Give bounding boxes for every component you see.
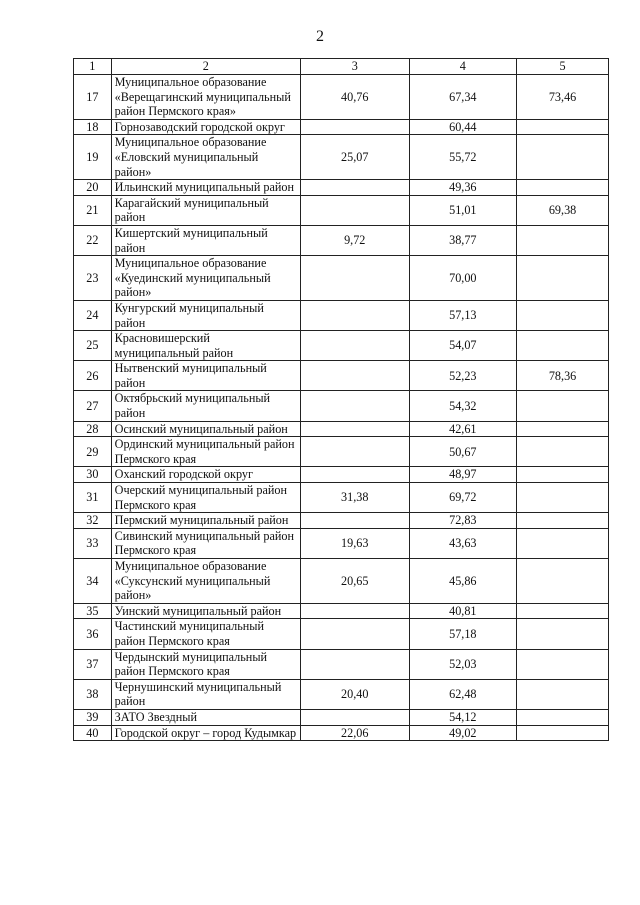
table-row xyxy=(74,256,609,301)
municipality-name-cell: Муниципальное образование «Суксунский муниципальный район» xyxy=(111,559,300,604)
row-number-cell: 35 xyxy=(74,603,112,619)
municipality-name-cell: Пермский муниципальный район xyxy=(111,513,300,529)
column-4-value-cell: 69,72 xyxy=(409,483,517,513)
table-row xyxy=(74,709,609,725)
municipality-name-cell: Частинский муниципальный район Пермского края xyxy=(111,619,300,649)
column-5-value-cell xyxy=(517,135,609,180)
row-number-cell: 25 xyxy=(74,331,112,361)
column-5-value-cell xyxy=(517,603,609,619)
table-row xyxy=(74,75,609,120)
municipality-name-cell: Муниципальное образование «Куединский муниципальный район» xyxy=(111,256,300,301)
column-5-value-cell xyxy=(517,528,609,558)
data-table xyxy=(73,58,609,741)
column-4-value-cell: 54,07 xyxy=(409,331,517,361)
municipality-name-cell: Городской округ – город Кудымкар xyxy=(111,725,300,741)
column-header-3: 3 xyxy=(300,59,409,75)
column-3-value-cell xyxy=(300,513,409,529)
column-4-value-cell: 57,18 xyxy=(409,619,517,649)
column-5-value-cell: 69,38 xyxy=(517,195,609,225)
row-number-cell: 32 xyxy=(74,513,112,529)
municipality-name-cell: Ильинский муниципальный район xyxy=(111,180,300,196)
column-4-value-cell: 60,44 xyxy=(409,119,517,135)
row-number-cell: 33 xyxy=(74,528,112,558)
table-row xyxy=(74,603,609,619)
column-4-value-cell: 51,01 xyxy=(409,195,517,225)
municipality-name-cell: Ординский муниципальный район Пермского края xyxy=(111,437,300,467)
row-number-cell: 17 xyxy=(74,75,112,120)
table-row xyxy=(74,180,609,196)
table-row xyxy=(74,513,609,529)
column-header-4: 4 xyxy=(409,59,517,75)
column-4-value-cell: 55,72 xyxy=(409,135,517,180)
table-row xyxy=(74,195,609,225)
column-3-value-cell: 20,40 xyxy=(300,679,409,709)
municipality-name-cell: Нытвенский муниципальный район xyxy=(111,361,300,391)
column-3-value-cell xyxy=(300,361,409,391)
table-row xyxy=(74,225,609,255)
column-4-value-cell: 49,02 xyxy=(409,725,517,741)
column-5-value-cell xyxy=(517,331,609,361)
row-number-cell: 21 xyxy=(74,195,112,225)
column-3-value-cell: 25,07 xyxy=(300,135,409,180)
column-5-value-cell xyxy=(517,467,609,483)
column-4-value-cell: 52,03 xyxy=(409,649,517,679)
column-3-value-cell xyxy=(300,195,409,225)
table-row xyxy=(74,331,609,361)
table-row xyxy=(74,679,609,709)
row-number-cell: 24 xyxy=(74,300,112,330)
municipality-name-cell: Муниципальное образование «Еловский муниципальный район» xyxy=(111,135,300,180)
column-3-value-cell: 19,63 xyxy=(300,528,409,558)
column-5-value-cell xyxy=(517,679,609,709)
municipality-name-cell: Сивинский муниципальный район Пермского края xyxy=(111,528,300,558)
column-3-value-cell xyxy=(300,180,409,196)
column-3-value-cell: 22,06 xyxy=(300,725,409,741)
column-4-value-cell: 72,83 xyxy=(409,513,517,529)
column-4-value-cell: 54,12 xyxy=(409,709,517,725)
row-number-cell: 31 xyxy=(74,483,112,513)
column-4-value-cell: 62,48 xyxy=(409,679,517,709)
column-3-value-cell xyxy=(300,437,409,467)
column-3-value-cell xyxy=(300,603,409,619)
column-5-value-cell: 73,46 xyxy=(517,75,609,120)
column-3-value-cell xyxy=(300,300,409,330)
page-number: 2 xyxy=(316,28,324,45)
column-3-value-cell: 20,65 xyxy=(300,559,409,604)
column-header-2: 2 xyxy=(111,59,300,75)
municipality-name-cell: Уинский муниципальный район xyxy=(111,603,300,619)
row-number-cell: 30 xyxy=(74,467,112,483)
municipality-name-cell: ЗАТО Звездный xyxy=(111,709,300,725)
column-5-value-cell xyxy=(517,483,609,513)
municipality-name-cell: Карагайский муниципальный район xyxy=(111,195,300,225)
column-header-1: 1 xyxy=(74,59,112,75)
table-row xyxy=(74,528,609,558)
column-4-value-cell: 48,97 xyxy=(409,467,517,483)
row-number-cell: 18 xyxy=(74,119,112,135)
row-number-cell: 23 xyxy=(74,256,112,301)
column-3-value-cell: 31,38 xyxy=(300,483,409,513)
row-number-cell: 29 xyxy=(74,437,112,467)
row-number-cell: 36 xyxy=(74,619,112,649)
row-number-cell: 20 xyxy=(74,180,112,196)
column-4-value-cell: 57,13 xyxy=(409,300,517,330)
municipality-name-cell: Горнозаводский городской округ xyxy=(111,119,300,135)
column-5-value-cell xyxy=(517,119,609,135)
column-3-value-cell: 9,72 xyxy=(300,225,409,255)
column-5-value-cell xyxy=(517,300,609,330)
column-4-value-cell: 67,34 xyxy=(409,75,517,120)
column-3-value-cell xyxy=(300,391,409,421)
column-4-value-cell: 54,32 xyxy=(409,391,517,421)
column-3-value-cell xyxy=(300,421,409,437)
column-5-value-cell xyxy=(517,180,609,196)
table-row xyxy=(74,559,609,604)
municipality-name-cell: Чернушинский муниципальный район xyxy=(111,679,300,709)
row-number-cell: 27 xyxy=(74,391,112,421)
table-row xyxy=(74,421,609,437)
column-4-value-cell: 45,86 xyxy=(409,559,517,604)
column-5-value-cell xyxy=(517,256,609,301)
municipality-name-cell: Кунгурский муниципальный район xyxy=(111,300,300,330)
column-3-value-cell xyxy=(300,467,409,483)
row-number-cell: 28 xyxy=(74,421,112,437)
table-row xyxy=(74,467,609,483)
table-row xyxy=(74,619,609,649)
column-4-value-cell: 40,81 xyxy=(409,603,517,619)
column-4-value-cell: 70,00 xyxy=(409,256,517,301)
table-row xyxy=(74,361,609,391)
table-row xyxy=(74,649,609,679)
row-number-cell: 34 xyxy=(74,559,112,604)
column-5-value-cell xyxy=(517,391,609,421)
column-5-value-cell xyxy=(517,725,609,741)
column-5-value-cell xyxy=(517,619,609,649)
column-5-value-cell xyxy=(517,559,609,604)
column-3-value-cell: 40,76 xyxy=(300,75,409,120)
column-4-value-cell: 52,23 xyxy=(409,361,517,391)
column-3-value-cell xyxy=(300,649,409,679)
municipality-name-cell: Красновишерский муниципальный район xyxy=(111,331,300,361)
row-number-cell: 19 xyxy=(74,135,112,180)
municipality-name-cell: Очерский муниципальный район Пермского края xyxy=(111,483,300,513)
column-3-value-cell xyxy=(300,709,409,725)
table-row xyxy=(74,725,609,741)
column-5-value-cell xyxy=(517,513,609,529)
column-5-value-cell: 78,36 xyxy=(517,361,609,391)
row-number-cell: 38 xyxy=(74,679,112,709)
table-row xyxy=(74,300,609,330)
column-3-value-cell xyxy=(300,119,409,135)
municipality-name-cell: Оханский городской округ xyxy=(111,467,300,483)
row-number-cell: 37 xyxy=(74,649,112,679)
municipality-name-cell: Октябрьский муниципальный район xyxy=(111,391,300,421)
row-number-cell: 39 xyxy=(74,709,112,725)
row-number-cell: 40 xyxy=(74,725,112,741)
municipality-name-cell: Кишертский муниципальный район xyxy=(111,225,300,255)
municipality-name-cell: Муниципальное образование «Верещагинский муниципальный район Пермского края» xyxy=(111,75,300,120)
table-row xyxy=(74,135,609,180)
municipality-name-cell: Чердынский муниципальный район Пермского края xyxy=(111,649,300,679)
column-header-5: 5 xyxy=(517,59,609,75)
column-5-value-cell xyxy=(517,649,609,679)
column-3-value-cell xyxy=(300,619,409,649)
column-5-value-cell xyxy=(517,709,609,725)
table-row xyxy=(74,391,609,421)
table-header-row xyxy=(74,59,609,75)
row-number-cell: 22 xyxy=(74,225,112,255)
table-row xyxy=(74,483,609,513)
column-4-value-cell: 42,61 xyxy=(409,421,517,437)
column-4-value-cell: 43,63 xyxy=(409,528,517,558)
column-4-value-cell: 49,36 xyxy=(409,180,517,196)
table-row xyxy=(74,119,609,135)
column-3-value-cell xyxy=(300,331,409,361)
column-5-value-cell xyxy=(517,421,609,437)
row-number-cell: 26 xyxy=(74,361,112,391)
column-3-value-cell xyxy=(300,256,409,301)
column-4-value-cell: 50,67 xyxy=(409,437,517,467)
column-4-value-cell: 38,77 xyxy=(409,225,517,255)
municipality-name-cell: Осинский муниципальный район xyxy=(111,421,300,437)
column-5-value-cell xyxy=(517,437,609,467)
table-row xyxy=(74,437,609,467)
column-5-value-cell xyxy=(517,225,609,255)
